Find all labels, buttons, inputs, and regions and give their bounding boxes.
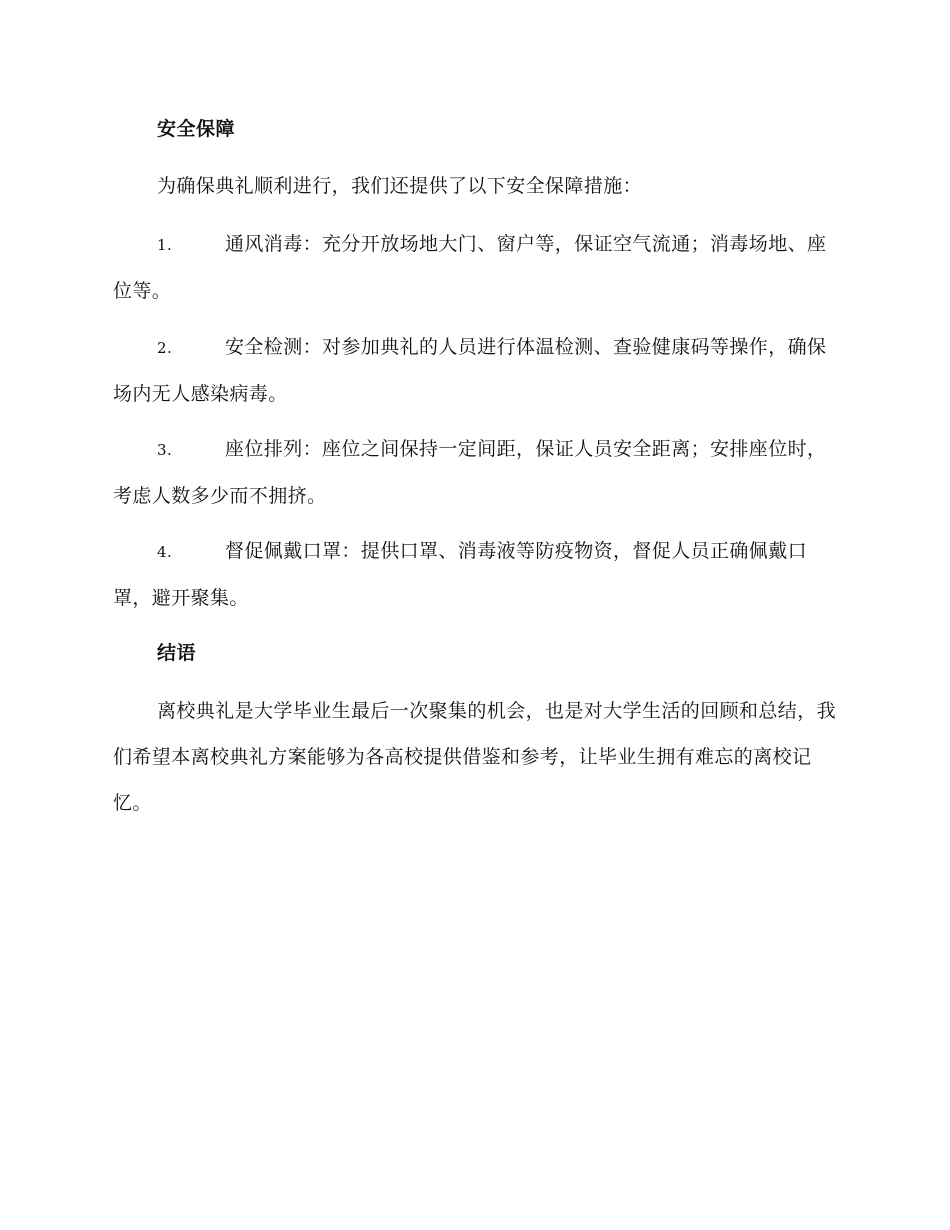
list-item-text: 安全检测：对参加典礼的人员进行体温检测、查验健康码等操作，确保场内无人感染病毒。 bbox=[113, 336, 827, 405]
list-item bbox=[113, 528, 838, 621]
list-item bbox=[113, 426, 838, 519]
section-heading-conclusion: 结语 bbox=[157, 642, 197, 664]
list-item-number: 4. bbox=[157, 543, 173, 561]
list-item-text: 督促佩戴口罩：提供口罩、消毒液等防疫物资，督促人员正确佩戴口罩，避开聚集。 bbox=[113, 540, 808, 609]
list-item-text: 座位排列：座位之间保持一定间距，保证人员安全距离；安排座位时，考虑人数多少而不拥挤。 bbox=[113, 438, 827, 507]
section-heading-safety: 安全保障 bbox=[157, 118, 236, 140]
list-item-number: 3. bbox=[157, 441, 173, 459]
list-item bbox=[113, 221, 838, 314]
list-item-number: 2. bbox=[157, 339, 173, 357]
list-item bbox=[113, 324, 838, 417]
conclusion-paragraph: 离校典礼是大学毕业生最后一次聚集的机会，也是对大学生活的回顾和总结，我们希望本离校典礼方案能够为各高校提供借鉴和参考，让毕业生拥有难忘的离校记忆。 bbox=[113, 700, 837, 814]
list-item-text: 通风消毒：充分开放场地大门、窗户等，保证空气流通；消毒场地、座位等。 bbox=[113, 233, 827, 302]
safety-intro-paragraph: 为确保典礼顺利进行，我们还提供了以下安全保障措施： bbox=[157, 175, 643, 197]
list-item-number: 1. bbox=[157, 236, 173, 254]
